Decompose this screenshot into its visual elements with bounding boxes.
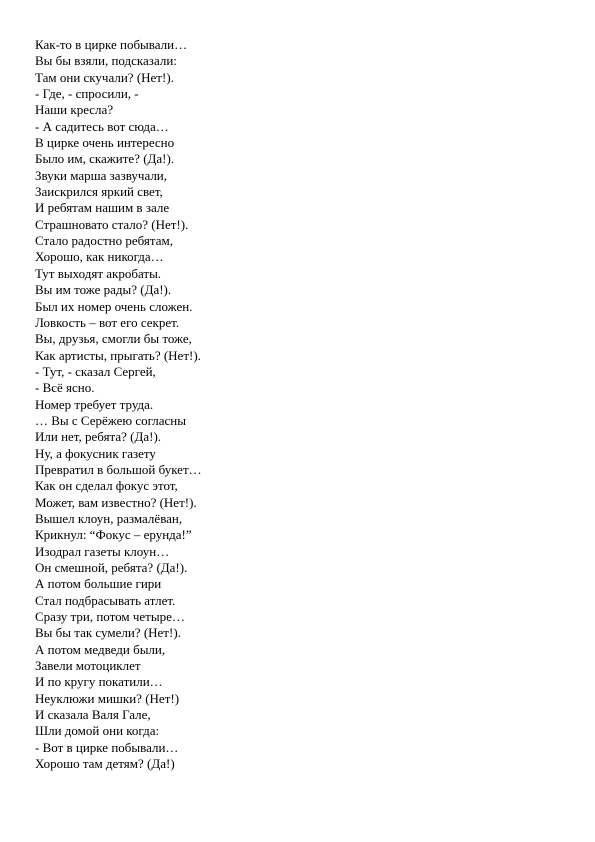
poem-line: Ну, а фокусник газету <box>35 445 156 461</box>
poem-line: Вы, друзья, смогли бы тоже, <box>35 331 192 347</box>
poem-line: Шли домой они когда: <box>35 723 160 739</box>
poem-line: Вы бы взяли, подсказали: <box>35 53 177 69</box>
poem-line: А потом большие гири <box>35 576 162 592</box>
poem-line: И ребятам нашим в зале <box>35 200 170 216</box>
poem-line: Номер требует труда. <box>35 396 154 412</box>
poem-line: Звуки марша зазвучали, <box>35 167 168 183</box>
poem-line: Превратил в большой букет… <box>35 461 202 477</box>
poem-line: Ловкость – вот его секрет. <box>35 314 180 330</box>
poem-line: Изодрал газеты клоун… <box>35 543 170 559</box>
poem-line: Как-то в цирке побывали… <box>35 37 188 52</box>
poem-line: И сказала Валя Гале, <box>35 707 151 723</box>
poem-line: Был их номер очень сложен. <box>35 298 193 314</box>
poem-line: - А садитесь вот сюда… <box>35 118 169 134</box>
poem-line: Было им, скажите? (Да!). <box>35 151 175 167</box>
poem-line: Стал подбрасывать атлет. <box>35 592 176 608</box>
poem-line: - Где, - спросили, - <box>35 86 139 102</box>
poem-line: Вышел клоун, размалёван, <box>35 510 183 526</box>
poem-line: Тут выходят акробаты. <box>35 265 162 281</box>
poem-line: Там они скучали? (Нет!). <box>35 69 174 85</box>
poem-line: - Вот в цирке побывали… <box>35 739 179 755</box>
poem-text <box>35 37 555 772</box>
poem-line: Заискрился яркий свет, <box>35 184 163 200</box>
poem-line: Страшновато стало? (Нет!). <box>35 216 189 232</box>
poem-line: И по кругу покатили… <box>35 674 163 690</box>
poem-line: Может, вам известно? (Нет!). <box>35 494 197 510</box>
poem-line: А потом медведи были, <box>35 641 166 657</box>
poem-line: Он смешной, ребята? (Да!). <box>35 560 188 575</box>
poem-line: … Вы с Серёжею согласны <box>35 412 186 428</box>
poem-line: Вы им тоже рады? (Да!). <box>35 282 172 298</box>
poem-line: Стало радостно ребятам, <box>35 233 173 249</box>
poem-line: - Тут, - сказал Сергей, <box>35 363 156 379</box>
poem-line: Хорошо, как никогда… <box>35 249 164 265</box>
poem-line: Крикнул: “Фокус – ерунда!” <box>35 527 192 543</box>
poem-line: Сразу три, потом четыре… <box>35 609 185 625</box>
poem-line: Как артисты, прыгать? (Нет!). <box>35 347 201 363</box>
poem-line: Или нет, ребята? (Да!). <box>35 429 162 445</box>
poem-line: Неуклюжи мишки? (Нет!) <box>35 690 180 706</box>
poem-line: В цирке очень интересно <box>35 135 175 151</box>
poem-line: - Всё ясно. <box>35 380 95 396</box>
poem-line: Завели мотоциклет <box>35 658 141 674</box>
poem-line: Наши кресла? <box>35 102 114 118</box>
poem-line: Вы бы так сумели? (Нет!). <box>35 625 181 641</box>
poem-line: Как он сделал фокус этот, <box>35 478 178 494</box>
poem-line: Хорошо там детям? (Да!) <box>35 756 175 772</box>
